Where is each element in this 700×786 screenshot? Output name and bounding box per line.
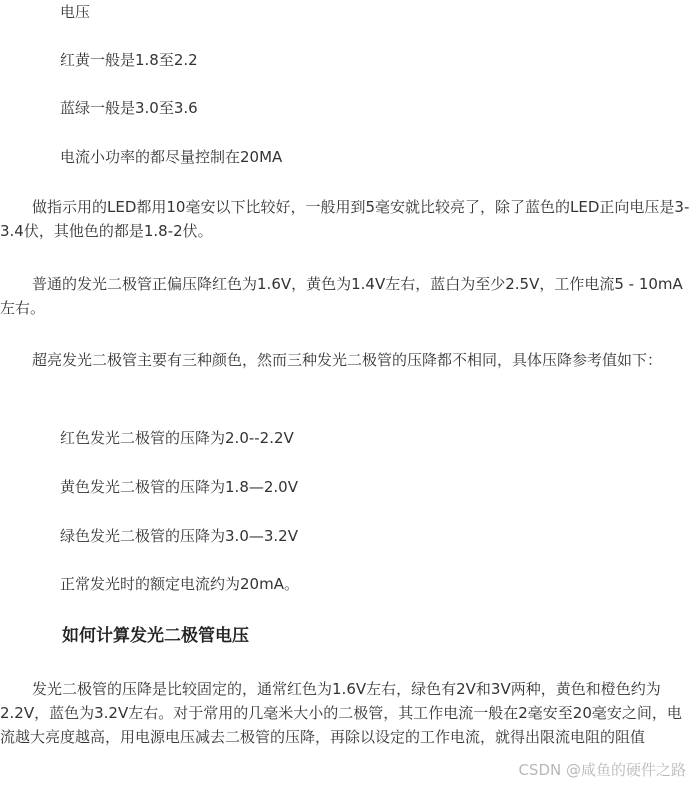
paragraph-red-drop: 红色发光二极管的压降为2.0--2.2V [60,429,294,447]
paragraph-indicator-led: 做指示用的LED都用10毫安以下比较好，一般用到5毫安就比较亮了，除了蓝色的LED正向电压是3-3.4伏，其他色的都是1.8-2伏。 [0,198,690,240]
section-heading: 如何计算发光二极管电压 [62,626,249,646]
paragraph-blue-green: 蓝绿一般是3.0至3.6 [60,99,198,117]
paragraph-super-bright: 超亮发光二极管主要有三种颜色，然而三种发光二极管的压降都不相同，具体压降参考值如下： [32,351,663,369]
paragraph-green-drop: 绿色发光二极管的压降为3.0—3.2V [60,527,298,545]
paragraph-voltage: 电压 [60,3,91,21]
paragraph-calculation: 发光二极管的压降是比较固定的，通常红色为1.6V左右，绿色有2V和3V两种，黄色和橙色约为2.2V，蓝色为3.2V左右。对于常用的几毫米大小的二极管，其工作电流一般在2毫安至20毫安之间，电流越大亮度越高，用电源电压减去二极管的压降，再除以设定的工作电流，就得出限流电阻的阻值 [0,680,682,746]
paragraph-red-yellow: 红黄一般是1.8至2.2 [60,51,198,69]
paragraph-yellow-drop: 黄色发光二极管的压降为1.8—2.0V [60,478,298,496]
paragraph-current: 电流小功率的都尽量控制在20MA [60,148,283,166]
csdn-watermark: CSDN @咸鱼的硬件之路 [518,761,686,779]
paragraph-rated-current: 正常发光时的额定电流约为20mA。 [60,575,299,593]
paragraph-normal-led: 普通的发光二极管正偏压降红色为1.6V，黄色为1.4V左右，蓝白为至少2.5V，工作电流5 - 10mA左右。 [0,275,683,317]
